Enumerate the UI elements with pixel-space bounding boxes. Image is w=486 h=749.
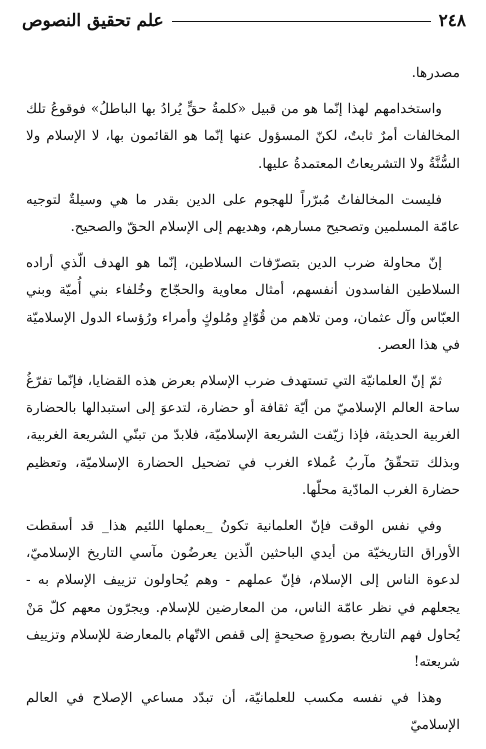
paragraph: واستخدامهم لهذا إنّما هو من قبيل «كلمةُ حقٍّ يُرادُ بها الباطلُ» فوقوعُ تلك المخالفات أمرٌ ثابتٌ، لكنّ المسؤول عنها إنّما هو القائمون بها، لا الإسلام ولا السُّنَّةُ ولا التشريعاتُ المعتمدةُ عليها. — [26, 101, 460, 172]
page-body — [26, 60, 460, 749]
header-rule — [172, 21, 431, 22]
header-rule-container — [172, 6, 431, 36]
page-number: ٢٤٨ — [438, 11, 466, 31]
paragraph: إنّ محاولة ضرب الدين بتصرّفات السلاطين، إنّما هو الهدف الّذي أراده السلاطين الفاسدون أنفسهم، أمثال معاوية والحجّاج وخُلفاء بني أُميّة وبني العبّاس وآل عثمان، ومن تلاهم من قُوّادٍ ومُلوكٍ وأمراء ورُؤساء الدول الإسلاميّة في هذا العصر. — [26, 255, 460, 353]
page-header — [22, 6, 466, 36]
paragraph: ثمّ إنّ العلمانيّة التي تستهدف ضرب الإسلام بعرض هذه القضايا، فإنّما تفرّغُ ساحة العالم الإسلاميّ من أيّة ثقافة أو حضارة، لتدعوَ إلى استبدالها بالحضارة الغربية الحديثة، فإذا زيّفت الشريعة الإسلاميّة، فلابدّ من تبنّي الشريعة الغربية، وبذلك تتحقّقُ مآربُ عُملاء الغرب في تضحيل الحضارة الإسلاميّة، وتعظيم حضارة الغرب المادّية محلّها. — [26, 373, 460, 498]
paragraph: وفي نفس الوقت فإنّ العلمانية تكونُ _بعملها اللئيم هذا_ قد أسقطت الأوراق التاريخيّة من أيدي الباحثين الّذين يعرضُون مآسي التاريخ الإسلاميّ، لدعوة الناس إلى الإسلام، فإنّ عملهم - وهم يُحاولون تزييف الإسلام به - يجعلهم في نظر عامّة الناس، من المعارضين للإسلام. ويجرّون معهم كلّ مَنْ يُحاول فهم التاريخ بصورةٍ صحيحةٍ إلى قفص الاتّهام بالمعارضة للإسلام وتزييف شريعته! — [26, 518, 460, 671]
paragraph: فليست المخالفاتُ مُبرّراً للهجوم على الدين بقدر ما هي وسيلةٌ لتوجيه عامّة المسلمين وتصحيح مسارهم، وهديهم إلى الإسلام الحقّ والصحيح. — [26, 191, 460, 236]
paragraph: مصدرها. — [411, 65, 460, 81]
running-title: علم تحقيق النصوص — [22, 11, 164, 31]
paragraph: وهذا في نفسه مكسب للعلمانيّة، أن تبدّد مساعي الإصلاح في العالم الإسلاميّ — [26, 690, 460, 734]
